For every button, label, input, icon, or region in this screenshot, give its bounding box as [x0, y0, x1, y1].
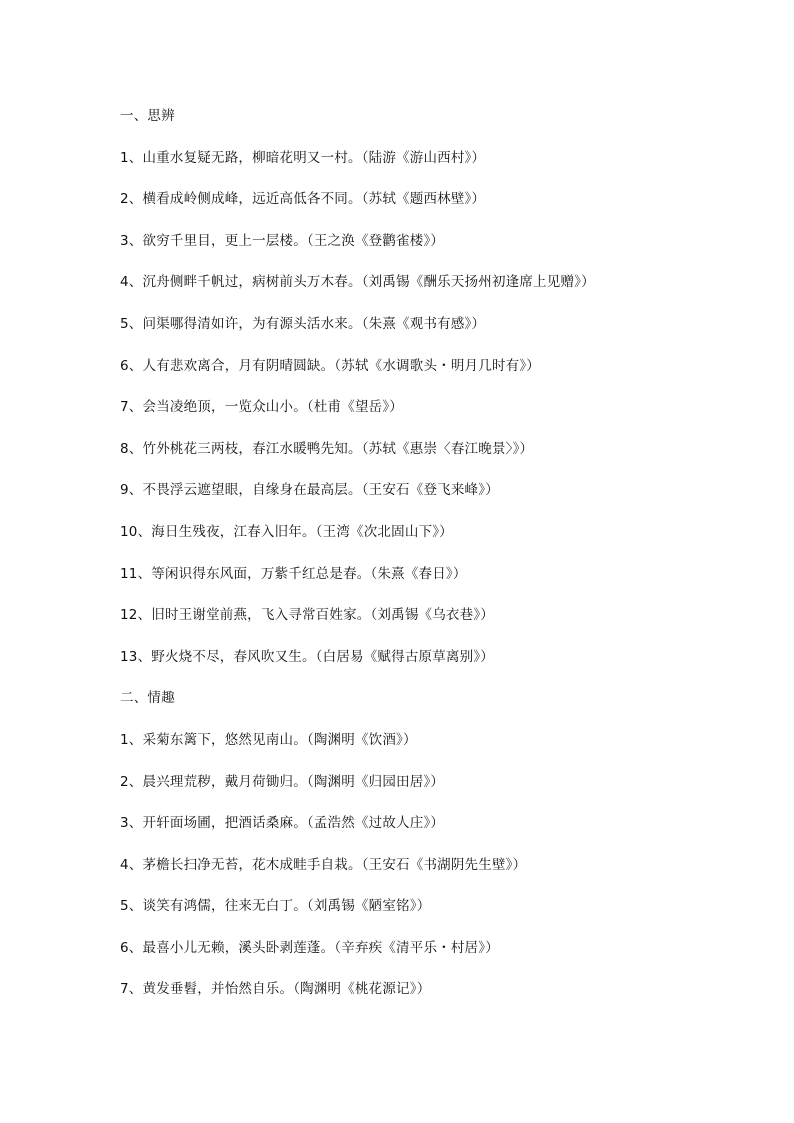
- quote-line: 8、竹外桃花三两枝，春江水暖鸭先知。（苏轼《惠崇〈春江晚景〉》）: [120, 440, 534, 457]
- quote-line: 1、采菊东篱下，悠然见南山。（陶渊明《饮酒》）: [120, 731, 417, 748]
- quote-line: 2、横看成岭侧成峰，远近高低各不同。（苏轼《题西林壁》）: [120, 191, 486, 208]
- section-heading: 二、情趣: [120, 690, 175, 707]
- quote-line: 5、问渠哪得清如许，为有源头活水来。（朱熹《观书有感》）: [120, 315, 486, 332]
- quote-line: 1、山重水复疑无路，柳暗花明又一村。（陆游《游山西村》）: [120, 149, 486, 166]
- document-body: [120, 104, 740, 1019]
- quote-line: 3、开轩面场圃，把酒话桑麻。（孟浩然《过故人庄》）: [120, 815, 445, 832]
- quote-line: 3、欲穷千里目，更上一层楼。（王之涣《登鹳雀楼》）: [120, 232, 445, 249]
- quote-line: 5、谈笑有鸿儒，往来无白丁。（刘禹锡《陋室铭》）: [120, 898, 431, 915]
- quote-line: 12、旧时王谢堂前燕，飞入寻常百姓家。（刘禹锡《乌衣巷》）: [120, 607, 494, 624]
- quote-line: 6、人有悲欢离合，月有阴晴圆缺。（苏轼《水调歌头・明月几时有》）: [120, 357, 540, 374]
- quote-line: 7、会当凌绝顶，一览众山小。（杜甫《望岳》）: [120, 399, 403, 416]
- quote-line: 2、晨兴理荒秽，戴月荷锄归。（陶渊明《归园田居》）: [120, 773, 445, 790]
- quote-line: 6、最喜小儿无赖，溪头卧剥莲蓬。（辛弃疾《清平乐・村居》）: [120, 939, 499, 956]
- quote-line: 10、海日生残夜，江春入旧年。（王湾《次北固山下》）: [120, 523, 453, 540]
- quote-line: 4、沉舟侧畔千帆过，病树前头万木春。（刘禹锡《酬乐天扬州初逢席上见赠》）: [120, 274, 595, 291]
- quote-line: 13、野火烧不尽，春风吹又生。（白居易《赋得古原草离别》）: [120, 648, 494, 665]
- quote-line: 11、等闲识得东风面，万紫千红总是春。（朱熹《春日》）: [120, 565, 467, 582]
- quote-line: 7、黄发垂髫，并怡然自乐。（陶渊明《桃花源记》）: [120, 981, 431, 998]
- quote-line: 9、不畏浮云遮望眼，自缘身在最高层。（王安石《登飞来峰》）: [120, 482, 499, 499]
- quote-line: 4、茅檐长扫净无苔，花木成畦手自栽。（王安石《书湖阴先生壁》）: [120, 856, 527, 873]
- section-heading: 一、思辨: [120, 108, 175, 124]
